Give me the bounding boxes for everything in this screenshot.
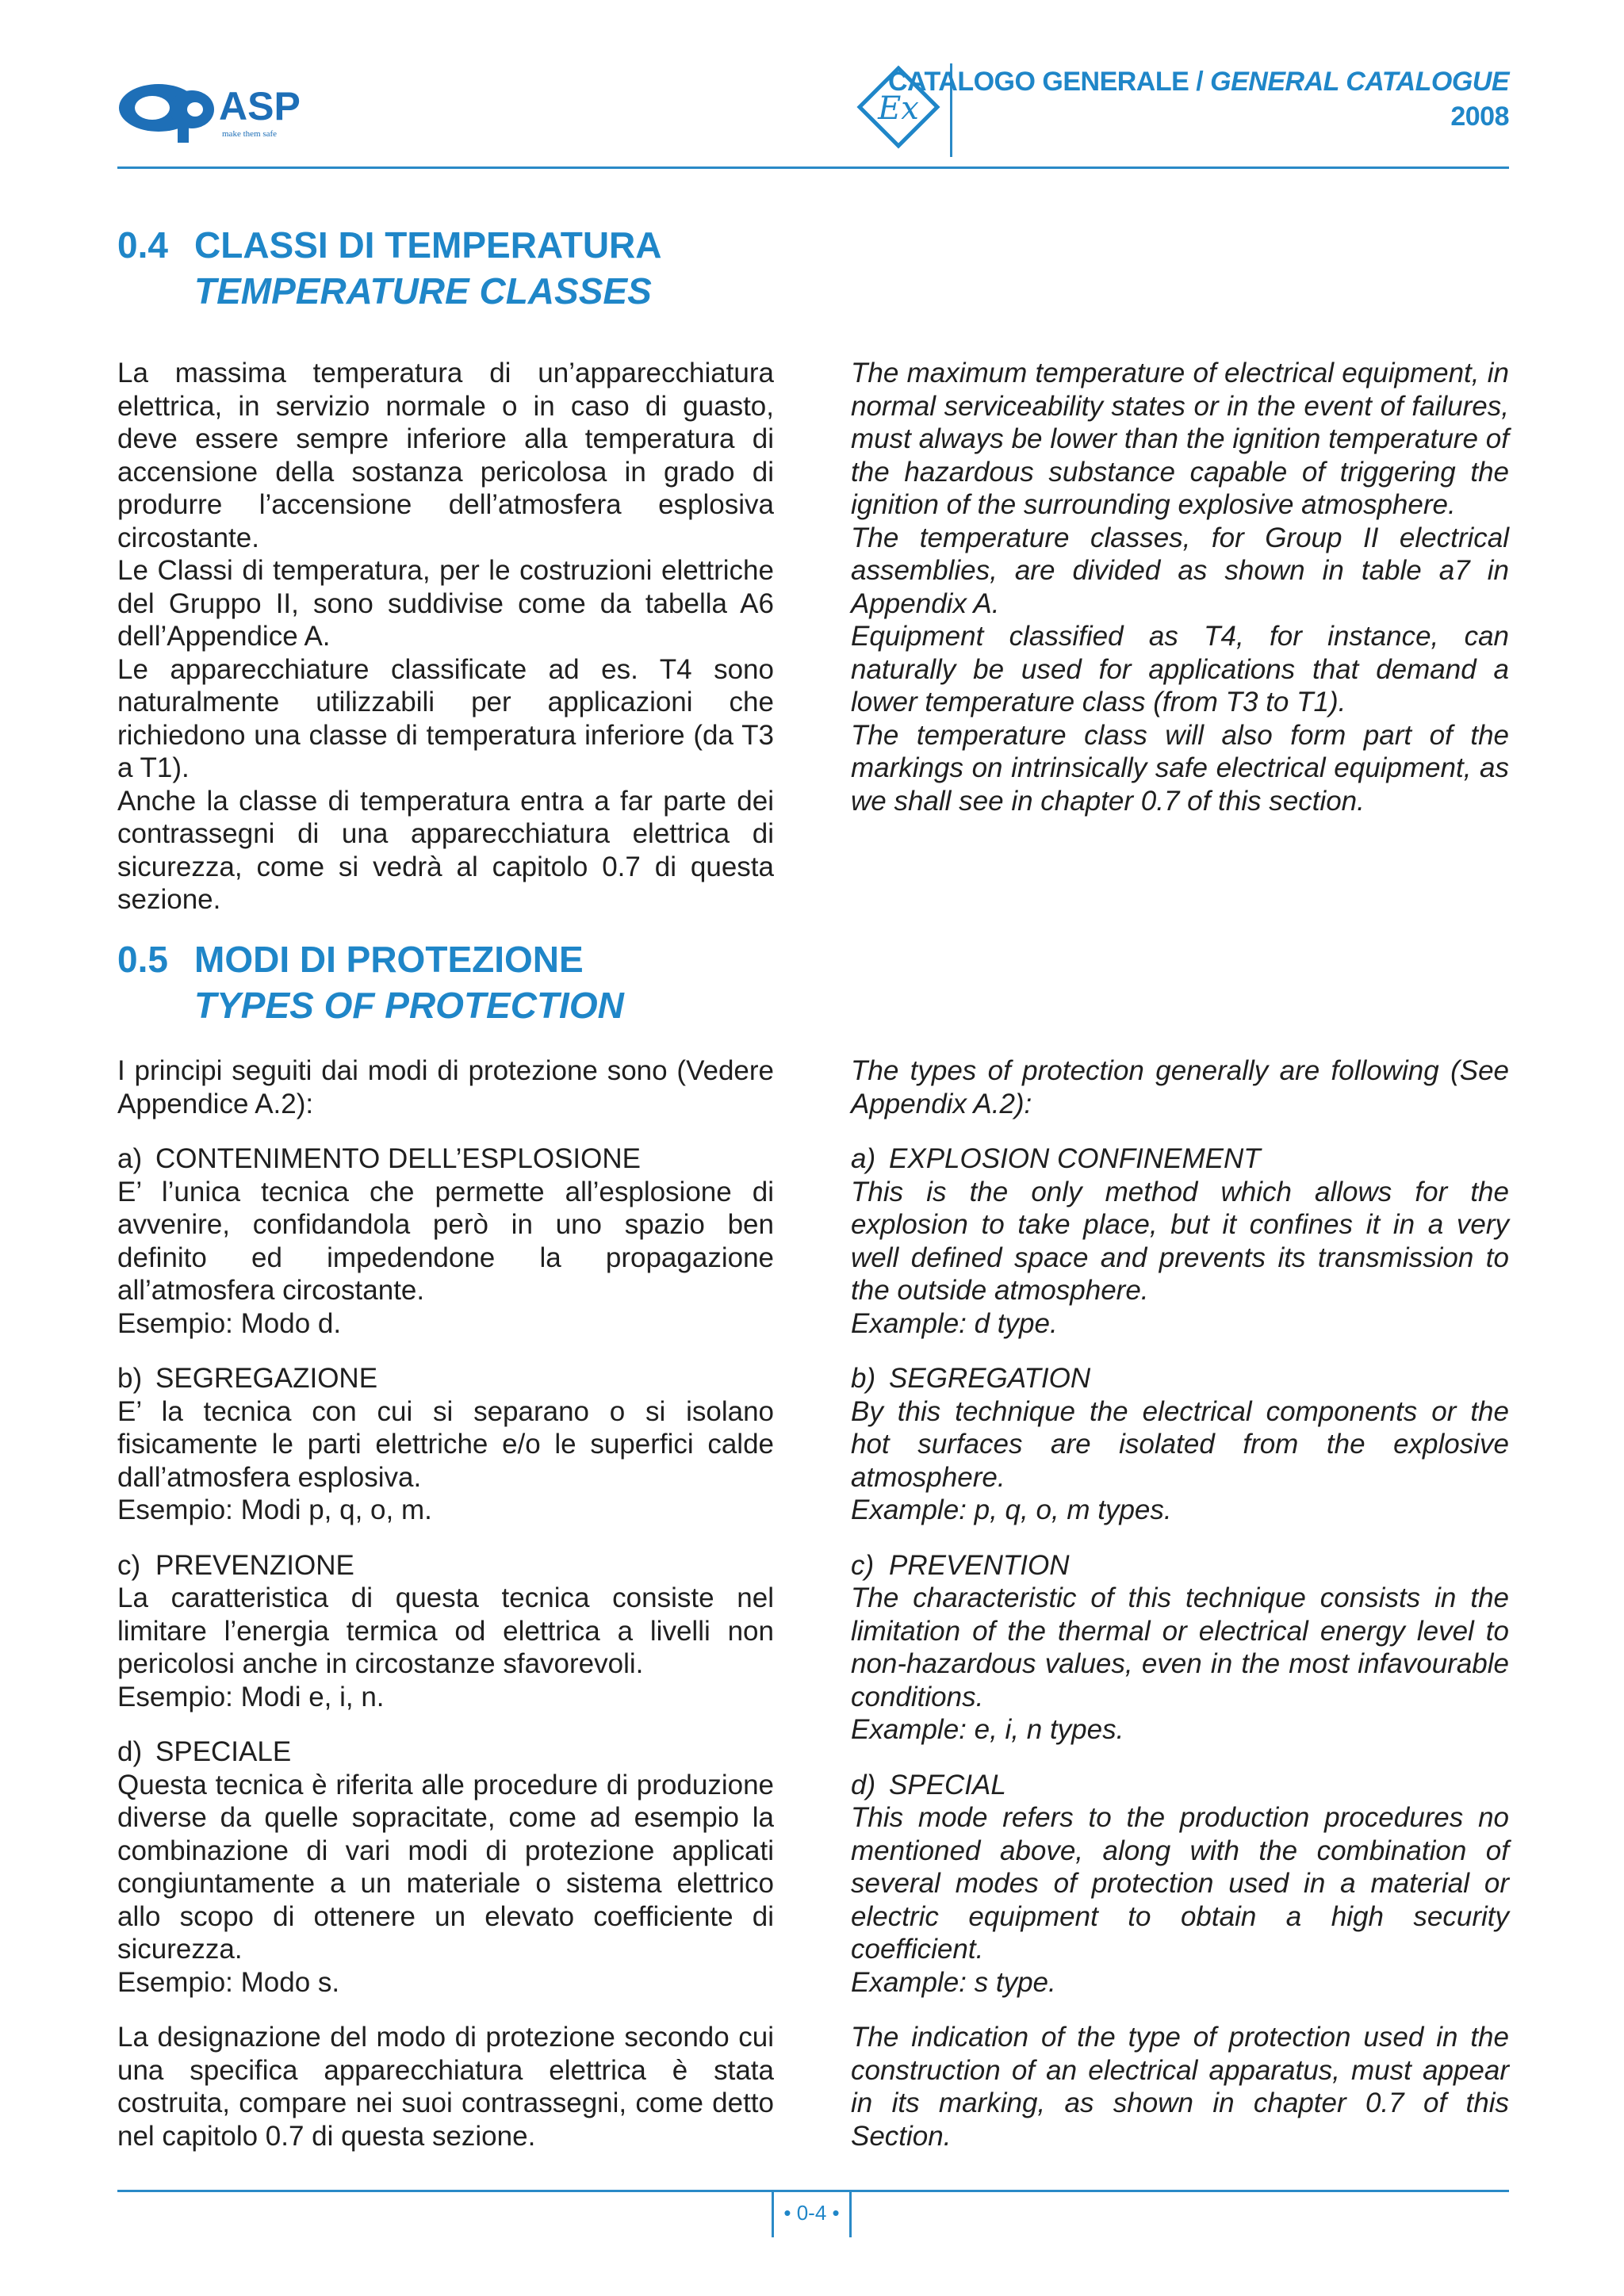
header-rule bbox=[117, 166, 1509, 169]
list-item-title: a) CONTENIMENTO DELL’ESPLOSIONE bbox=[117, 1143, 642, 1174]
outro: The indication of the type of protection used in the construction of an electrical apparatus, must appear in its marking, as shown in chapter 0.7 of this Section. bbox=[851, 2022, 1509, 2152]
section-05-text-it bbox=[117, 1054, 774, 2152]
paragraph: The temperature classes, for Group II electrical assemblies, are divided as shown in table a7 in Appendix A. bbox=[851, 522, 1509, 619]
paragraph: La massima temperatura di un’apparecchiatura elettrica, in servizio normale o in caso di guasto, deve essere sempre inferiore alla temperatura di accensione della sostanza pericolosa in grado di produrre l’accensione dell’atmosfera esplosiva circostante. bbox=[117, 358, 774, 553]
section-04-title-it: CLASSI DI TEMPERATURA bbox=[194, 224, 662, 266]
outro: La designazione del modo di protezione secondo cui una specifica apparecchiatura elettrica è stata costruita, compare nei suoi contrassegni, come detto nel capitolo 0.7 di questa sezione. bbox=[117, 2022, 774, 2152]
paragraph: The maximum temperature of electrical equipment, in normal serviceability states or in the event of failures, must always be lower than the ignition temperature of the hazardous substance capable of triggering the ignition of the surrounding explosive atmosphere. bbox=[851, 358, 1509, 520]
paragraph: Equipment classified as T4, for instance, can naturally be used for applications that demand a lower temperature class (from T3 to T1). bbox=[851, 621, 1509, 718]
svg-text:make them safe: make them safe bbox=[222, 129, 278, 139]
list-item-title: b) SEGREGAZIONE bbox=[117, 1363, 378, 1394]
list-item-example: Example: p, q, o, m types. bbox=[851, 1494, 1172, 1525]
section-04-number: 0.4 bbox=[117, 224, 168, 266]
svg-text:ASP: ASP bbox=[219, 84, 301, 128]
paragraph: Le Classi di temperatura, per le costruzioni elettriche del Gruppo II, sono suddivise come da tabella A6 dell’Appendice A. bbox=[117, 555, 774, 652]
intro: I principi seguiti dai modi di protezione sono (Vedere Appendice A.2): bbox=[117, 1055, 774, 1119]
section-04-text-it bbox=[117, 357, 774, 916]
section-05-number: 0.5 bbox=[117, 939, 168, 980]
paragraph: Anche la classe di temperatura entra a far parte dei contrassegni di una apparecchiatura elettrica di sicurezza, come si vedrà al capitolo 0.7 di questa sezione. bbox=[117, 785, 774, 915]
list-item-text: By this technique the electrical components or the hot surfaces are isolated from the explosive atmosphere. bbox=[851, 1395, 1509, 1493]
list-item-text: La caratteristica di questa tecnica consiste nel limitare l’energia termica od elettrica a livelli non pericolosi anche in circostanze sfavorevoli. bbox=[117, 1582, 774, 1679]
list-item-example: Example: s type. bbox=[851, 1966, 1056, 1998]
paragraph: Le apparecchiature classificate ad es. T4 sono naturalmente utilizzabili per applicazioni che richiedono una classe di temperatura inferiore (da T3 a T1). bbox=[117, 653, 774, 783]
section-05-title-en: TYPES OF PROTECTION bbox=[194, 985, 624, 1026]
list-item-title: c) PREVENTION bbox=[851, 1549, 1070, 1581]
list-item-example: Esempio: Modi p, q, o, m. bbox=[117, 1494, 432, 1525]
list-item-text: Questa tecnica è riferita alle procedure di produzione diverse da quelle sopracitate, come ad esempio la combinazione di vari modi di protezione applicati congiuntamente a un materiale o sistema elettrico allo scopo di ottenere un elevato coefficiente di sicurezza. bbox=[117, 1769, 774, 1965]
list-item-title: a) EXPLOSION CONFINEMENT bbox=[851, 1143, 1261, 1174]
list-item-title: b) SEGREGATION bbox=[851, 1363, 1091, 1394]
asp-logo-graphic bbox=[117, 76, 355, 152]
section-05-title-it: MODI DI PROTEZIONE bbox=[194, 939, 584, 980]
catalog-year: 2008 bbox=[1450, 101, 1509, 132]
catalog-title: CATALOGO GENERALE / GENERAL CATALOGUE bbox=[887, 67, 1509, 97]
list-item-example: Esempio: Modo s. bbox=[117, 1966, 340, 1998]
list-item-text: This mode refers to the production procedures no mentioned above, along with the combination of several modes of protection used in a material or electric equipment to obtain a high security coefficient. bbox=[851, 1802, 1509, 1965]
list-item-example: Esempio: Modi e, i, n. bbox=[117, 1681, 385, 1712]
footer-divider-right bbox=[849, 2190, 852, 2237]
list-item-title: c) PREVENZIONE bbox=[117, 1549, 354, 1581]
list-item-example: Example: d type. bbox=[851, 1307, 1058, 1339]
list-item-text: The characteristic of this technique consists in the limitation of the thermal or electrical energy level to non-hazardous values, even in the most infavourable conditions. bbox=[851, 1582, 1509, 1712]
asp-logo bbox=[117, 76, 355, 152]
list-item-title: d) SPECIAL bbox=[851, 1769, 1006, 1800]
page-number: • 0-4 • bbox=[783, 2201, 840, 2225]
list-item-example: Example: e, i, n types. bbox=[851, 1714, 1124, 1745]
section-04-title-en: TEMPERATURE CLASSES bbox=[194, 270, 652, 312]
section-05-text-en bbox=[851, 1054, 1509, 2152]
list-item-text: E’ l’unica tecnica che permette all’esplosione di avvenire, confidandola però in uno spazio ben definito ed impedendone la propagazione all’atmosfera circostante. bbox=[117, 1176, 774, 1306]
list-item-example: Esempio: Modo d. bbox=[117, 1307, 342, 1339]
section-04-text-en bbox=[851, 357, 1509, 817]
list-item-text: E’ la tecnica con cui si separano o si isolano fisicamente le parti elettriche e/o le superfici calde dall’atmosfera esplosiva. bbox=[117, 1395, 774, 1493]
intro: The types of protection generally are following (See Appendix A.2): bbox=[851, 1055, 1509, 1119]
list-item-title: d) SPECIALE bbox=[117, 1736, 292, 1767]
list-item-text: This is the only method which allows for the explosion to take place, but it confines it in a very well defined space and prevents its transmission to the outside atmosphere. bbox=[851, 1176, 1509, 1306]
footer-rule bbox=[117, 2190, 1509, 2192]
paragraph: The temperature class will also form part of the markings on intrinsically safe electrical equipment, as we shall see in chapter 0.7 of this section. bbox=[851, 719, 1509, 817]
svg-text:Ex: Ex bbox=[878, 90, 919, 127]
